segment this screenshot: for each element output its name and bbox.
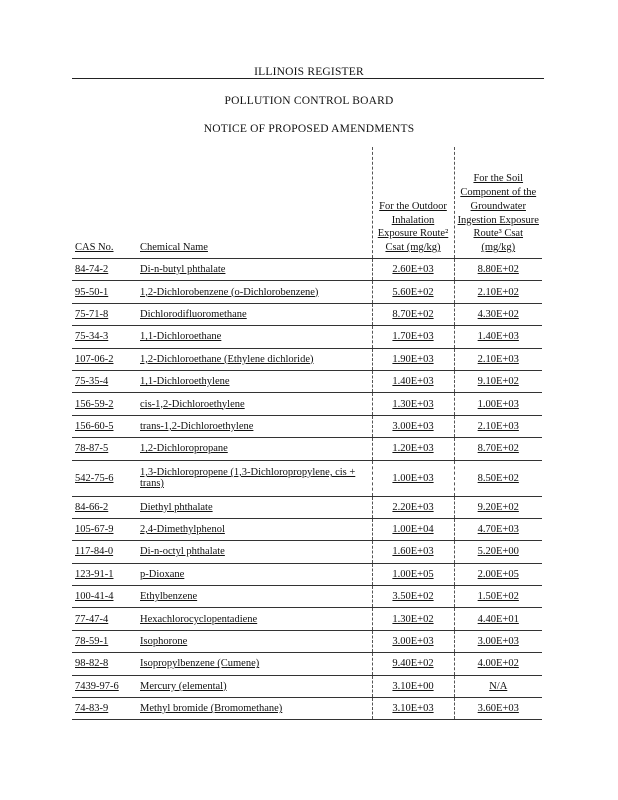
outdoor-inhalation-csat: 1.00E+03 <box>372 460 454 496</box>
cas-number: 105-67-9 <box>72 518 137 540</box>
soil-groundwater-csat: 8.50E+02 <box>454 460 542 496</box>
soil-groundwater-csat: 2.10E+02 <box>454 281 542 303</box>
outdoor-inhalation-csat: 1.20E+03 <box>372 438 454 460</box>
register-title: ILLINOIS REGISTER <box>254 66 364 78</box>
chemical-name: Dichlorodifluoromethane <box>137 303 372 325</box>
outdoor-inhalation-csat: 3.00E+03 <box>372 415 454 437</box>
soil-groundwater-csat: 2.10E+03 <box>454 415 542 437</box>
cas-number: 78-59-1 <box>72 630 137 652</box>
table-row <box>72 259 542 281</box>
soil-groundwater-csat: 4.40E+01 <box>454 608 542 630</box>
soil-groundwater-csat: N/A <box>454 675 542 697</box>
chemical-name: 1,2-Dichloropropane <box>137 438 372 460</box>
cas-number: 75-34-3 <box>72 326 137 348</box>
chemical-name: trans-1,2-Dichloroethylene <box>137 415 372 437</box>
notice-title: NOTICE OF PROPOSED AMENDMENTS <box>203 123 415 135</box>
cas-number: 74-83-9 <box>72 698 137 720</box>
outdoor-inhalation-csat: 1.00E+04 <box>372 518 454 540</box>
table-row <box>72 303 542 325</box>
soil-groundwater-csat: 1.50E+02 <box>454 586 542 608</box>
outdoor-inhalation-csat: 3.50E+02 <box>372 586 454 608</box>
table-row <box>72 698 542 720</box>
cas-number: 107-06-2 <box>72 348 137 370</box>
chemical-name: Di-n-butyl phthalate <box>137 259 372 281</box>
table-row <box>72 586 542 608</box>
board-title: POLLUTION CONTROL BOARD <box>224 95 394 107</box>
table-row <box>72 541 542 563</box>
chemical-name: Di-n-octyl phthalate <box>137 541 372 563</box>
chemical-name: Isophorone <box>137 630 372 652</box>
table-row <box>72 281 542 303</box>
soil-groundwater-csat: 9.20E+02 <box>454 496 542 518</box>
cas-number: 78-87-5 <box>72 438 137 460</box>
cas-number: 75-35-4 <box>72 370 137 392</box>
outdoor-inhalation-csat: 2.20E+03 <box>372 496 454 518</box>
header-rule <box>72 78 544 79</box>
table-row <box>72 630 542 652</box>
cas-number: 98-82-8 <box>72 653 137 675</box>
outdoor-inhalation-csat: 1.00E+05 <box>372 563 454 585</box>
outdoor-inhalation-csat: 9.40E+02 <box>372 653 454 675</box>
table-row <box>72 370 542 392</box>
chemical-name: 1,1-Dichloroethane <box>137 326 372 348</box>
outdoor-inhalation-csat: 1.30E+03 <box>372 393 454 415</box>
chemical-name: Ethylbenzene <box>137 586 372 608</box>
chemical-name: Methyl bromide (Bromomethane) <box>137 698 372 720</box>
outdoor-inhalation-csat: 1.60E+03 <box>372 541 454 563</box>
soil-groundwater-csat: 2.00E+05 <box>454 563 542 585</box>
outdoor-inhalation-csat: 8.70E+02 <box>372 303 454 325</box>
outdoor-inhalation-csat: 1.40E+03 <box>372 370 454 392</box>
soil-groundwater-csat: 8.70E+02 <box>454 438 542 460</box>
cas-number: 123-91-1 <box>72 563 137 585</box>
chemical-name: 1,2-Dichlorobenzene (o-Dichlorobenzene) <box>137 281 372 303</box>
outdoor-inhalation-csat: 2.60E+03 <box>372 259 454 281</box>
outdoor-inhalation-csat: 3.00E+03 <box>372 630 454 652</box>
table-row <box>72 348 542 370</box>
cas-number: 77-47-4 <box>72 608 137 630</box>
table-row <box>72 675 542 697</box>
chemical-name: p-Dioxane <box>137 563 372 585</box>
soil-groundwater-csat: 1.40E+03 <box>454 326 542 348</box>
chemical-name: 1,1-Dichloroethylene <box>137 370 372 392</box>
chemical-name: 1,3-Dichloropropene (1,3-Dichloropropylene, cis + trans) <box>137 460 372 496</box>
outdoor-inhalation-csat: 3.10E+03 <box>372 698 454 720</box>
soil-groundwater-csat: 1.00E+03 <box>454 393 542 415</box>
soil-groundwater-csat: 3.00E+03 <box>454 630 542 652</box>
table-row <box>72 438 542 460</box>
table-row <box>72 518 542 540</box>
chemical-saturation-table <box>72 147 542 720</box>
cas-number: 84-74-2 <box>72 259 137 281</box>
table-row <box>72 608 542 630</box>
table-row <box>72 460 542 496</box>
header-chemical-name: Chemical Name <box>137 147 372 259</box>
chemical-name: 1,2-Dichloroethane (Ethylene dichloride) <box>137 348 372 370</box>
table-row <box>72 653 542 675</box>
header-soil-component: For the Soil Component of the Groundwater Ingestion Exposure Route³ Csat (mg/kg) <box>454 147 542 259</box>
chemical-name: Diethyl phthalate <box>137 496 372 518</box>
cas-number: 95-50-1 <box>72 281 137 303</box>
soil-groundwater-csat: 4.00E+02 <box>454 653 542 675</box>
table-row <box>72 415 542 437</box>
table-row <box>72 496 542 518</box>
chemical-name: Hexachlorocyclopentadiene <box>137 608 372 630</box>
cas-number: 542-75-6 <box>72 460 137 496</box>
soil-groundwater-csat: 9.10E+02 <box>454 370 542 392</box>
cas-number: 156-60-5 <box>72 415 137 437</box>
soil-groundwater-csat: 3.60E+03 <box>454 698 542 720</box>
chemical-name: 2,4-Dimethylphenol <box>137 518 372 540</box>
soil-groundwater-csat: 5.20E+00 <box>454 541 542 563</box>
table-header-row <box>72 147 542 259</box>
header-cas-no: CAS No. <box>72 147 137 259</box>
cas-number: 117-84-0 <box>72 541 137 563</box>
cas-number: 75-71-8 <box>72 303 137 325</box>
outdoor-inhalation-csat: 1.90E+03 <box>372 348 454 370</box>
table-row <box>72 326 542 348</box>
table-row <box>72 393 542 415</box>
outdoor-inhalation-csat: 5.60E+02 <box>372 281 454 303</box>
soil-groundwater-csat: 2.10E+03 <box>454 348 542 370</box>
header-outdoor-inhalation: For the Outdoor Inhalation Exposure Route² Csat (mg/kg) <box>372 147 454 259</box>
soil-groundwater-csat: 8.80E+02 <box>454 259 542 281</box>
outdoor-inhalation-csat: 1.30E+02 <box>372 608 454 630</box>
table-row <box>72 563 542 585</box>
chemical-name: cis-1,2-Dichloroethylene <box>137 393 372 415</box>
soil-groundwater-csat: 4.30E+02 <box>454 303 542 325</box>
outdoor-inhalation-csat: 1.70E+03 <box>372 326 454 348</box>
soil-groundwater-csat: 4.70E+03 <box>454 518 542 540</box>
outdoor-inhalation-csat: 3.10E+00 <box>372 675 454 697</box>
cas-number: 7439-97-6 <box>72 675 137 697</box>
cas-number: 156-59-2 <box>72 393 137 415</box>
cas-number: 100-41-4 <box>72 586 137 608</box>
cas-number: 84-66-2 <box>72 496 137 518</box>
chemical-name: Isopropylbenzene (Cumene) <box>137 653 372 675</box>
chemical-name: Mercury (elemental) <box>137 675 372 697</box>
